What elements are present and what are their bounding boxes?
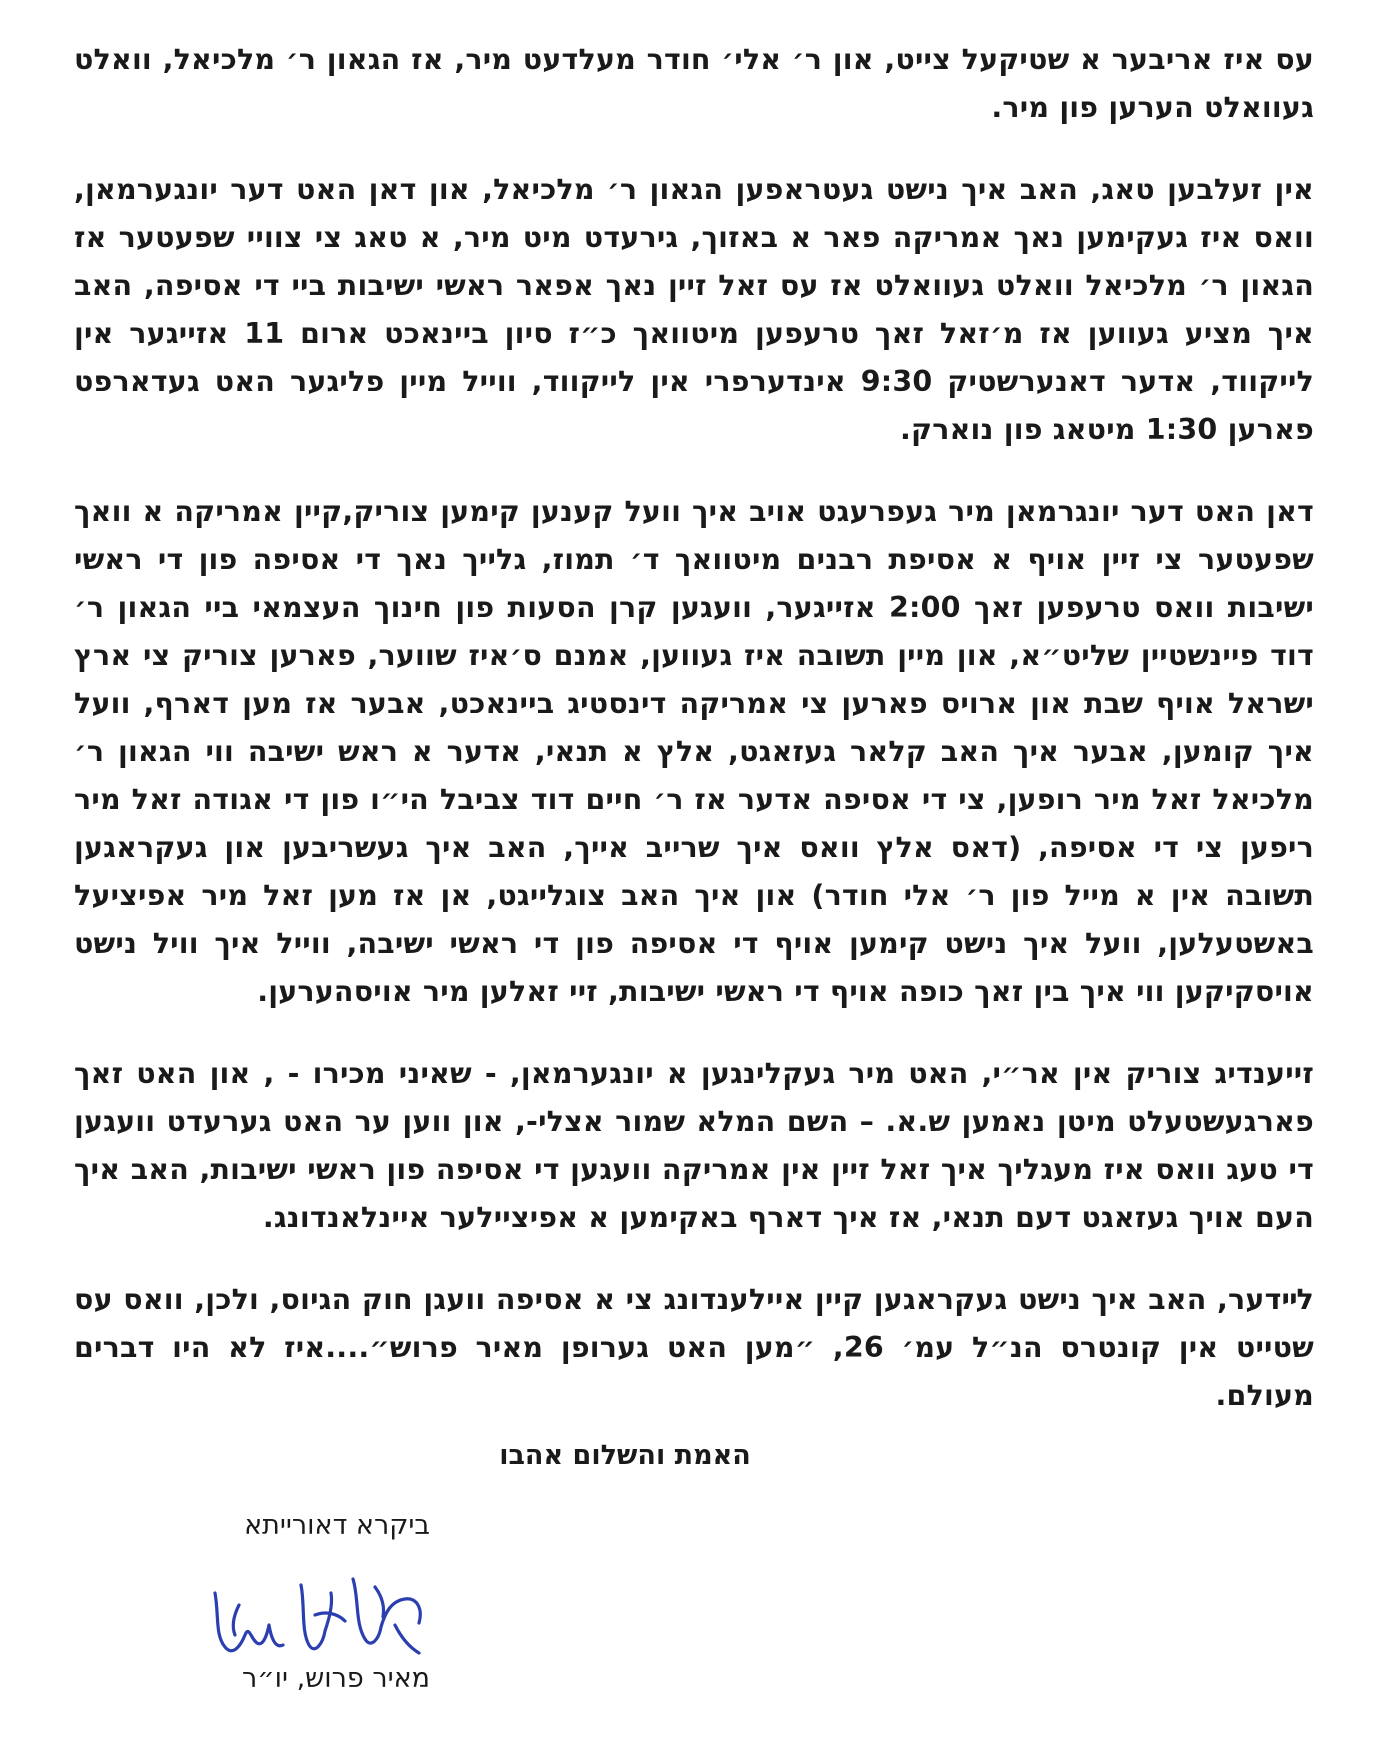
handwritten-signature [205, 1565, 435, 1675]
closing-line: האמת והשלום אהבו [499, 1440, 751, 1471]
paragraph-1: עס איז אריבער א שטיקעל צייט, און ר׳ אלי׳ חודר מעלדעט מיר, אז הגאון ר׳ מלכיאל, וואלט געוואלט הערען פון מיר. [74, 43, 1314, 124]
paragraph-4: זייענדיג צוריק אין אר״י, האט מיר געקלינגען א יונגערמאן, - שאיני מכירו - , און האט זאך פארגעשטעלט מיטן נאמען ש.א. – השם המלא שמור אצלי-, און ווען ער האט גערעדט וועגען די טעג וואס איז מעגליך איך זאל זיין אין אמריקה וועגען די אסיפה פון ראשי ישיבות, האב איך העם אויך געזאגט דעם תנאי, אז איך דארף באקימען א אפיציילער איינלאנדונג. [74, 1057, 1314, 1234]
letter-body [74, 36, 1314, 1454]
paragraph-2: אין זעלבען טאג, האב איך נישט געטראפען הגאון ר׳ מלכיאל, און דאן האט דער יונגערמאן, וואס איז געקימען נאך אמריקה פאר א באזוך, גירעדט מיט מיר, א טאג צי צוויי שפעטער אז הגאון ר׳ מלכיאל וואלט געוואלט אז עס זאל זיין נאך אפאר ראשי ישיבות ביי די אסיפה, האב איך מציע געווען אז מ׳זאל זאך טרעפען מיטוואך כ״ז סיון ביינאכט ארום 11 אזייגער אין לייקווד, אדער דאנערשטיק 9:30 אינדערפרי אין לייקווד, ווייל מיין פליגער האט געדארפט פארען 1:30 מיטאג פון נוארק. [74, 173, 1314, 446]
paragraph-5: לײדער, האב איך נישט געקראגען קיין איילענדונג צי א אסיפה וועגן חוק הגיוס, ולכן, וואס עס שטייט אין קונטרס הנ״ל עמ׳ 26, ״מען האט גערופן מאיר פרוש״....איז לא היו דברים מעולם. [74, 1283, 1314, 1412]
paragraph-3: דאן האט דער יונגרמאן מיר געפרעגט אויב איך וועל קענען קימען צוריק,קיין אמריקה א וואך שפעטער צי זיין אויף א אסיפת רבנים מיטוואך ד׳ תמוז, גלייך נאך די אסיפה פון די ראשי ישיבות וואס טרעפען זאך 2:00 אזייגער, וועגען קרן הסעות פון חינוך העצמאי ביי הגאון ר׳ דוד פיינשטיין שליט״א, און מיין תשובה איז געווען, אמנם ס׳איז שווער, פארען צוריק צי ארץ ישראל אויף שבת און ארויס פארען צי אמריקה דינסטיג ביינאכט, אבער אז מען דארף, וועל איך קומען, אבער איך האב קלאר געזאגט, אלץ א תנאי, אדער א ראש ישיבה ווי הגאון ר׳ מלכיאל זאל מיר רופען, צי די אסיפה אדער אז ר׳ חיים דוד צביבל הי״ו פון די אגודה זאל מיר ריפען צי די אסיפה, (דאס אלץ וואס איך שרייב אייך, האב איך געשריבען און געקראגען תשובה אין א מייל פון ר׳ אלי חודר) און איך האב צוגלייגט, אן אז מען זאל מיר אפיציעל באשטעלען, וועל איך נישט קימען אויף די אסיפה פון די ראשי ישיבה, ווייל איך וויל נישט אויסקיקען ווי איך בין זאך כופה אויף די ראשי ישיבות, זיי זאלען מיר אויסהערען. [74, 495, 1314, 1008]
signer-name: מאיר פרוש, יו״ר [241, 1663, 430, 1694]
regards-line: ביקרא דאורייתא [244, 1510, 430, 1541]
